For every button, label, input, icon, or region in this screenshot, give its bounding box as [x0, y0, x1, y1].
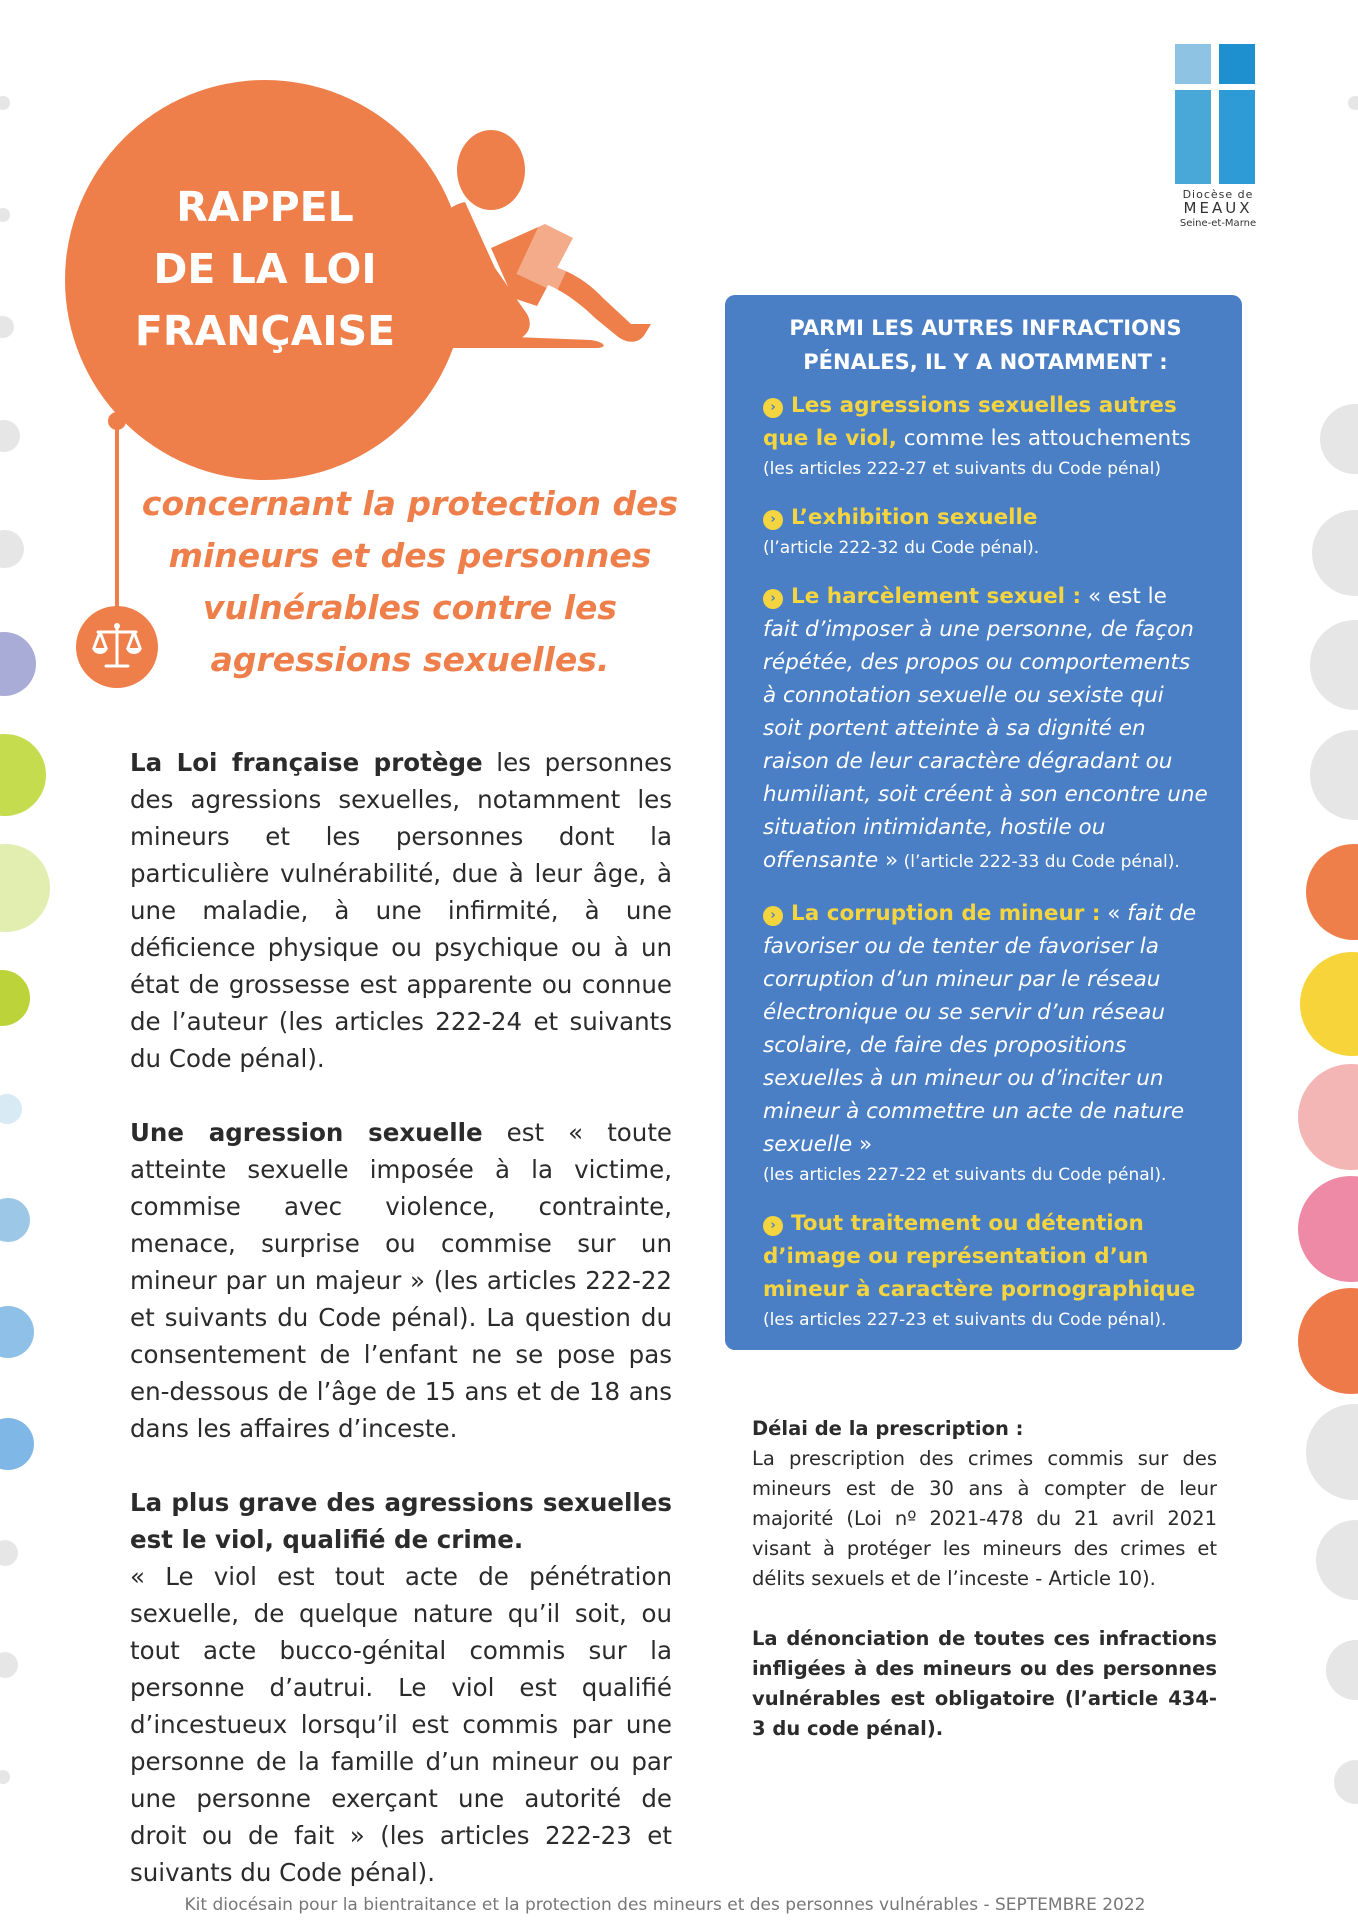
page-footer: Kit diocésain pour la bientraitance et la protection des mineurs et des personnes vulnérables - SEPTEMBRE 2022 [184, 1895, 1146, 1915]
diocese-cross-logo [1175, 44, 1255, 184]
decor-dot [0, 96, 10, 110]
decor-dot [1310, 730, 1358, 820]
decor-dot [0, 530, 24, 568]
page-title: RAPPEL DE LA LOI FRANÇAISE [134, 183, 396, 355]
decor-dot [0, 420, 20, 452]
decor-dot [0, 1306, 34, 1358]
reading-child-icon [395, 128, 657, 350]
decor-dot [0, 1094, 22, 1124]
obligation-text: La dénonciation de toutes ces infractions infligées à des mineurs ou des personnes vulnérables est obligatoire (l’article 434-3 du code pénal). [752, 1627, 1217, 1740]
chevron-bullet-icon: › [763, 510, 783, 530]
decor-dot [1320, 404, 1358, 474]
decor-dot [0, 1652, 18, 1678]
logo-text-line1: Diocèse de [1182, 188, 1254, 201]
decor-dot [1316, 1520, 1358, 1600]
decor-dot [1298, 1288, 1358, 1394]
logo-text-line3: Seine-et-Marne [1179, 218, 1257, 229]
infractions-box-title: PARMI LES AUTRES INFRACTIONS PÉNALES, IL Y A NOTAMMENT : [789, 316, 1182, 374]
page-subtitle: concernant la protection des mineurs et des personnes vulnérables contre les agressions sexuelles. [141, 484, 679, 679]
infraction-item: › L’exhibition sexuelle (l’article 222-32 du Code pénal). [763, 505, 1040, 558]
decor-dot [1326, 1640, 1358, 1700]
infractions-box [725, 295, 1242, 1350]
chevron-bullet-icon: › [763, 906, 783, 926]
paragraph-rape: La plus grave des agressions sexuelles est le viol, qualifié de crime. « Le viol est tout acte de pénétration sexuelle, de quelque nature qu’il soit, ou tout acte bucco-génital commis sur la personne d’autrui. Le viol est qualifié d’incestueux lorsqu’il est commis par une personne de la famille d’un mineur ou par une personne exerçant une autorité de droit ou de fait » (les articles 222-23 et suivants du Code pénal). [130, 1488, 672, 1887]
prescription-label: Délai de la prescription : [752, 1417, 1024, 1440]
decor-dot [1306, 844, 1358, 940]
decor-dot [0, 1540, 18, 1566]
paragraph-law: La Loi française protège les personnes des agressions sexuelles, notamment les mineurs et les personnes dont la particulière vulnérabilité, due à leur âge, à une maladie, à une infirmité, à une déficience physique ou psychique ou à un état de grossesse est apparente ou connue de l’auteur (les articles 222-24 et suivants du Code pénal). [130, 748, 672, 1073]
decor-dot [0, 316, 14, 338]
chevron-bullet-icon: › [763, 398, 783, 418]
infraction-item: › Le harcèlement sexuel : « est le fait d’imposer à une personne, de façon répétée, des propos ou comportements à connotation sexuelle ou sexiste qui soit portent atteinte à sa dignité en raison de leur caractère dégradant ou humiliant, soit créent à son encontre une situation intimidante, hostile ou offensante » (l’article 222-33 du Code pénal). [763, 584, 1208, 873]
decor-dot [0, 1198, 30, 1242]
scales-of-justice-icon [90, 620, 144, 674]
decor-dot [0, 970, 30, 1026]
logo-text-line2: MEAUX [1183, 199, 1253, 217]
prescription-section [752, 1414, 1217, 1744]
infraction-item: › Les agressions sexuelles autres que le viol, comme les attouchements (les articles 222-27 et suivants du Code pénal) [763, 393, 1191, 479]
decor-dot [0, 844, 50, 932]
decor-dot [1310, 620, 1358, 710]
decor-dot [1334, 1760, 1358, 1804]
decor-dot [1306, 1404, 1358, 1500]
circle-stem-knot [108, 412, 126, 430]
decor-dot [1298, 1064, 1358, 1170]
paragraph-sexual-assault: Une agression sexuelle est « toute atteinte sexuelle imposée à la victime, commise avec violence, contrainte, menace, surprise ou commise sur un mineur par un majeur » (les articles 222-22 et suivants du Code pénal). La question du consentement de l’enfant ne se pose pas en-dessous de l’âge de 15 ans et de 18 ans dans les affaires d’inceste. [130, 1118, 673, 1443]
decor-dot [0, 734, 46, 816]
decor-dot [1298, 1176, 1358, 1282]
decor-dot [0, 632, 36, 696]
left-column [130, 744, 672, 1920]
decor-dot [1300, 952, 1358, 1056]
decor-dot [0, 1418, 34, 1470]
prescription-text: La prescription des crimes commis sur des mineurs est de 30 ans à compter de leur majorité (Loi nº 2021-478 du 21 avril 2021 visant à protéger les mineurs des crimes et délits sexuels et de l’inceste - Article 10). [752, 1447, 1217, 1590]
circle-stem [115, 420, 119, 610]
decor-dot [0, 1770, 10, 1784]
decor-dot [1348, 96, 1358, 110]
decor-dot [0, 208, 10, 222]
chevron-bullet-icon: › [763, 589, 783, 609]
decor-dot [1312, 510, 1358, 596]
infraction-item: › Tout traitement ou détention d’image ou représentation d’un mineur à caractère pornographique (les articles 227-23 et suivants du Code pénal). [763, 1211, 1196, 1330]
chevron-bullet-icon: › [763, 1216, 783, 1236]
infraction-item: › La corruption de mineur : « fait de favoriser ou de tenter de favoriser la corruption d’un mineur par le réseau électronique ou se servir d’un réseau scolaire, de faire des propositions sexuelles à un mineur ou d’inciter un mineur à commettre un acte de nature sexuelle » (les articles 227-22 et suivants du Code pénal). [763, 901, 1197, 1185]
